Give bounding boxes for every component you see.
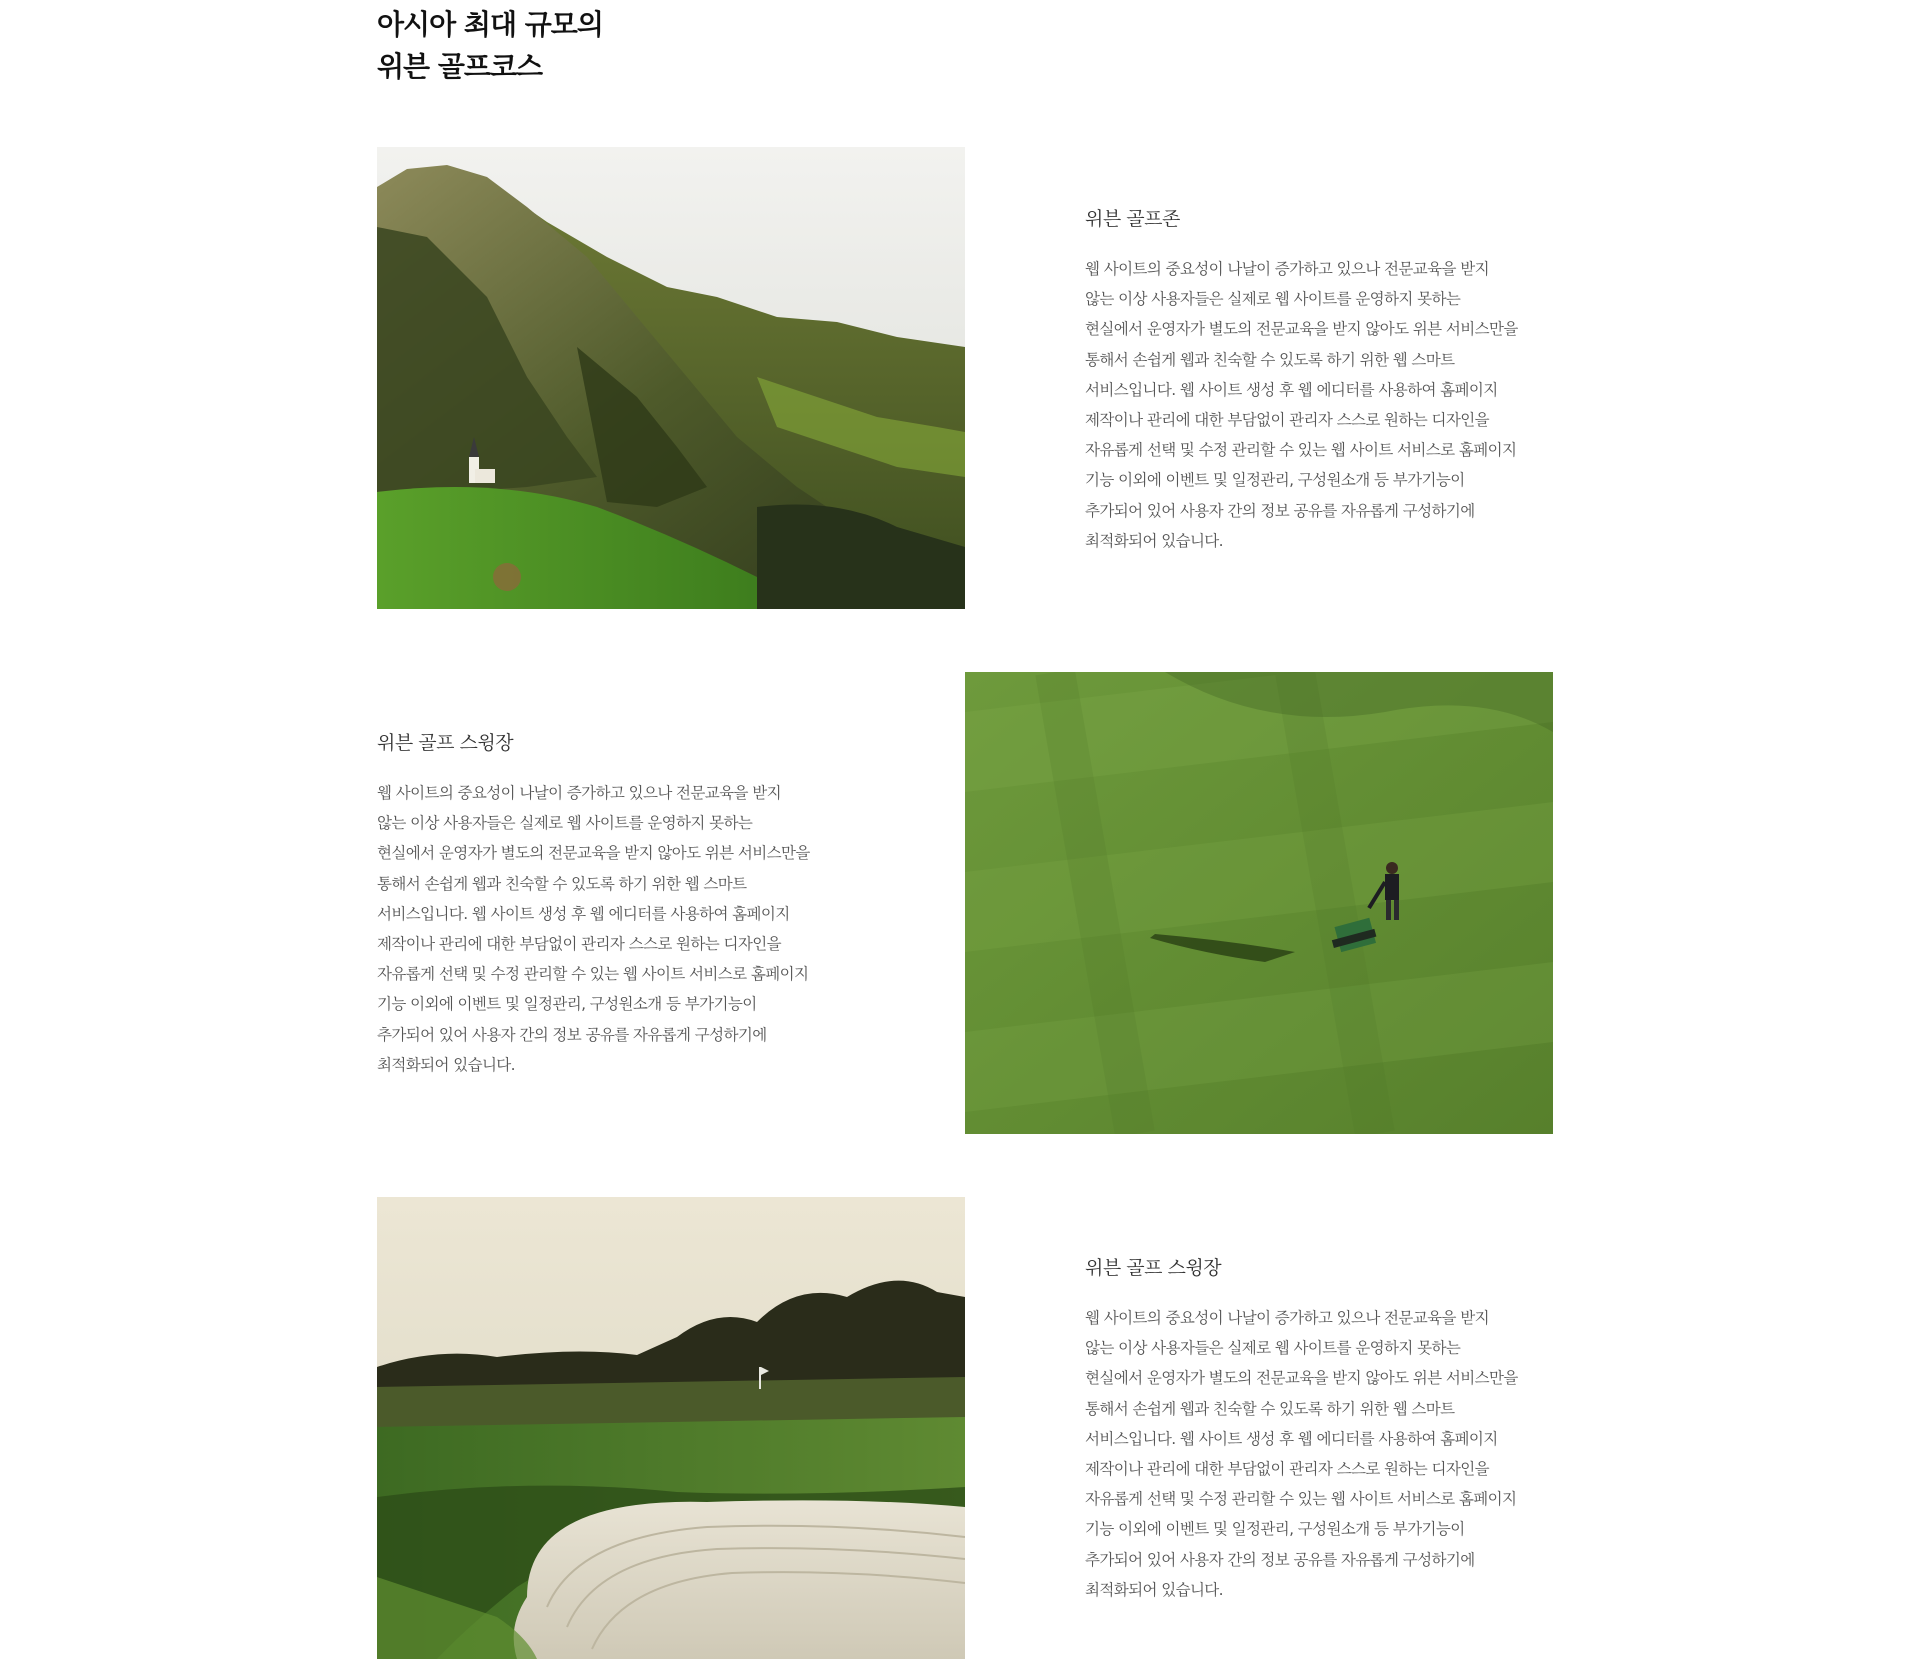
- section-1-text: [1085, 206, 1565, 556]
- section-2-title: 위븐 골프 스윙장: [377, 732, 514, 754]
- page-title: [377, 4, 603, 88]
- section-3-description: 웹 사이트의 중요성이 나날이 증가하고 있으나 전문교육을 받지 않는 이상 사용자들은 실제로 웹 사이트를 운영하지 못하는 현실에서 운영자가 별도의 전문교육을 받지 않아도 위븐 서비스만을 통해서 손쉽게 웹과 친숙할 수 있도록 하기 위한 웹 스마트 서비스입니다. 웹 사이트 생성 후 웹 에디터를 사용하여 홈페이지 제작이나 관리에 대한 부담없이 관리자 스스로 원하는 디자인을 자유롭게 선택 및 수정 관리할 수 있는 웹 사이트 서비스로 홈페이지 기능 이외에 이벤트 및 일정관리, 구성원소개 등 부가기능이 추가되어 있어 사용자 간의 정보 공유를 자유롭게 구성하기에 최적화되어 있습니다.: [1085, 1309, 1518, 1599]
- section-1-title: 위븐 골프존: [1085, 208, 1180, 230]
- mountain-valley-church-photo: [377, 147, 965, 609]
- golf-bunker-photo: [377, 1197, 965, 1659]
- section-3-text: [1085, 1255, 1565, 1605]
- section-2-description: 웹 사이트의 중요성이 나날이 증가하고 있으나 전문교육을 받지 않는 이상 사용자들은 실제로 웹 사이트를 운영하지 못하는 현실에서 운영자가 별도의 전문교육을 받지 않아도 위븐 서비스만을 통해서 손쉽게 웹과 친숙할 수 있도록 하기 위한 웹 스마트 서비스입니다. 웹 사이트 생성 후 웹 에디터를 사용하여 홈페이지 제작이나 관리에 대한 부담없이 관리자 스스로 원하는 디자인을 자유롭게 선택 및 수정 관리할 수 있는 웹 사이트 서비스로 홈페이지 기능 이외에 이벤트 및 일정관리, 구성원소개 등 부가기능이 추가되어 있어 사용자 간의 정보 공유를 자유롭게 구성하기에 최적화되어 있습니다.: [377, 784, 810, 1074]
- section-2-text: [377, 730, 857, 1080]
- page-title-line1: 아시아 최대 규모의: [377, 8, 603, 41]
- section-3-title: 위븐 골프 스윙장: [1085, 1257, 1222, 1279]
- section-1-description: 웹 사이트의 중요성이 나날이 증가하고 있으나 전문교육을 받지 않는 이상 사용자들은 실제로 웹 사이트를 운영하지 못하는 현실에서 운영자가 별도의 전문교육을 받지 않아도 위븐 서비스만을 통해서 손쉽게 웹과 친숙할 수 있도록 하기 위한 웹 스마트 서비스입니다. 웹 사이트 생성 후 웹 에디터를 사용하여 홈페이지 제작이나 관리에 대한 부담없이 관리자 스스로 원하는 디자인을 자유롭게 선택 및 수정 관리할 수 있는 웹 사이트 서비스로 홈페이지 기능 이외에 이벤트 및 일정관리, 구성원소개 등 부가기능이 추가되어 있어 사용자 간의 정보 공유를 자유롭게 구성하기에 최적화되어 있습니다.: [1085, 260, 1518, 550]
- page-title-line2: 위븐 골프코스: [377, 50, 543, 83]
- grass-mowing-photo: [965, 672, 1553, 1134]
